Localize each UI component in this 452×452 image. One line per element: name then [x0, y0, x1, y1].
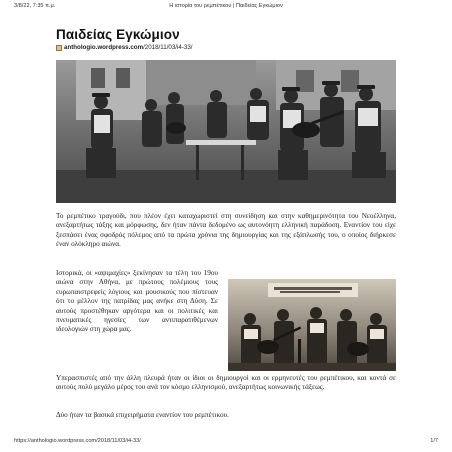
source-path[interactable]: /2018/11/03/i4-33/	[143, 44, 193, 51]
print-url[interactable]: https://anthologio.wordpress.com/2018/11/03/i4-33/	[14, 438, 141, 444]
print-footer	[14, 438, 438, 448]
print-header	[14, 3, 438, 13]
main-photo-musicians-group	[56, 60, 396, 203]
page-title: Παιδείας Εγκώμιον	[56, 27, 180, 42]
paragraph-defenders: Υπερασπιστές από την άλλη πλευρά ήταν οι ίδιοι οι δημιουργοί και οι ερμηνευτές του ρεμπέτικου, και κοντά σε αυτούς πολύ μεγάλο μέρος του ανά τον κόσμο ελληνισμού, ανεξαρτήτως κοινωνικής τάξεως.	[56, 374, 396, 392]
print-document-title: Η ιστορία του ρεμπέτικου | Παιδείας Εγκώμιον	[169, 3, 283, 9]
main-photo-image	[56, 60, 396, 203]
paragraph-history: Ιστορικά, οι «αψιμαχίες» ξεκίνησαν τα τέλη του 19ου αιώνα στην Αθήνα, με πρώτους πολέμιους τους ευρωπαιστρεφείς λόγιους και μουσικούς που πίστευαν ότι το μέλλον της πατρίδας μας ανήκε στη Δύση. Σε αυτούς προστέθηκαν αργότερα και οι πολιτικές και πνευματικές ηγεσίες των αντιπαρατιθέμενων ιδεολογιών στη χώρα μας.	[56, 269, 218, 334]
print-page-number: 1/7	[430, 438, 438, 444]
side-photo-band-portrait	[228, 279, 396, 371]
paragraph-arguments: Δύο ήταν τα βασικά επιχειρήματα εναντίον του ρεμπέτικου.	[56, 411, 229, 419]
source-site[interactable]: anthologio.wordpress.com	[64, 44, 144, 51]
print-datetime: 3/8/22, 7:35 π.μ.	[14, 3, 56, 9]
source-line	[56, 44, 193, 51]
site-favicon-icon	[56, 45, 62, 51]
paragraph-intro: Το ρεμπέτικο τραγούδι, που πλέον έχει καταχωριστεί στη συνείδηση και στην καθημερινότητα του Νεοέλληνα, ανεξαρτήτως τάξης και μόρφωσης, δεν ήταν πάντα δεδομένο ως αυτονόητη ελληνική παράδοση. Εναντίον του είχε ξεσπάσει ένας σφοδρός πόλεμος από τα πρώτα χρόνια της δημιουργίας και της εξάπλωσής του, ο οποίος διήρκεσε έναν ολόκληρο αιώνα.	[56, 212, 396, 249]
side-photo-image	[228, 279, 396, 371]
